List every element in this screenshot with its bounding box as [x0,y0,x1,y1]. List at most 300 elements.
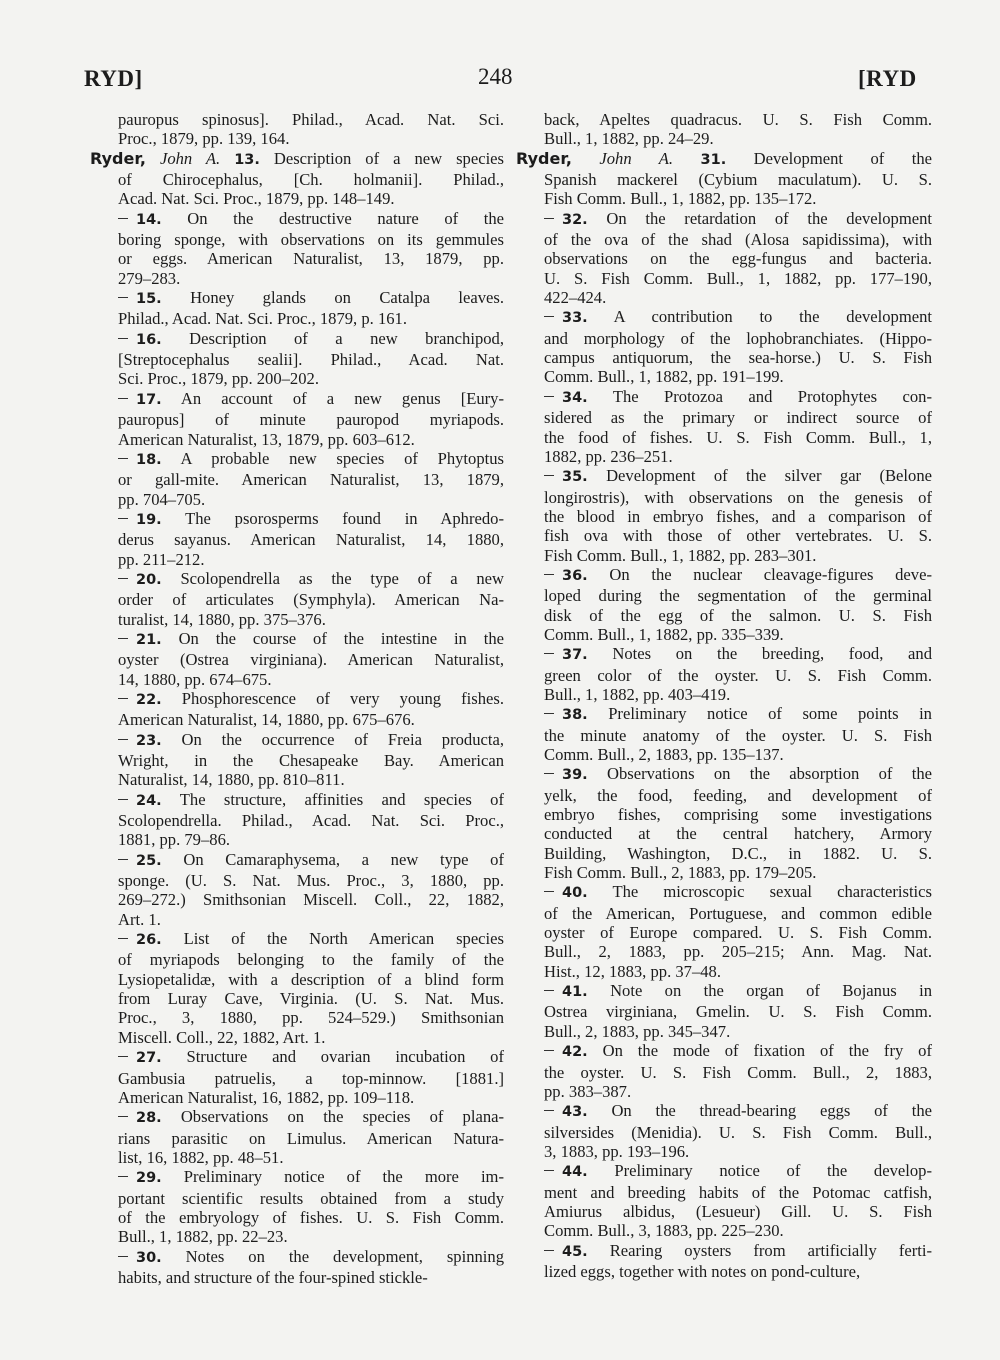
ditto-dash [118,739,128,740]
entry-line [118,1107,504,1128]
entry-text: conducted at the central hatchery, Armory [544,824,932,844]
entry-line [118,1028,504,1047]
entry-line [118,230,504,249]
entry-text: U. S. Fish Comm. Bull., 1, 1882, pp. 177–190, [544,268,932,288]
entry-text: Scolopendrella. Philad., Acad. Nat. Sci. Proc., [118,811,504,831]
entry-text: Bull., 1, 1882, pp. 22–23. [118,1227,288,1247]
entry-line [544,1123,932,1142]
bibliography-entry [114,1047,504,1107]
bibliography-entry [540,981,932,1041]
ditto-dash [544,574,554,575]
entry-text: On the course of the intestine in the [178,628,504,648]
bibliography-entry [114,790,504,850]
entry-line [544,249,932,268]
entry-text: Bull., 1, 1882, pp. 403–419. [544,684,731,704]
bibliography-entry [540,1101,932,1161]
entry-line [544,764,932,785]
entry-text: Preliminary notice of the more im- [183,1167,504,1187]
entry-number: 43. [562,1104,588,1121]
entry-text: Philad., Acad. Nat. Sci. Proc., 1879, p. 161. [118,309,407,329]
entry-text: boring sponge, with observations on its gemmules [118,230,504,250]
entry-line [544,348,932,367]
entry-number: 41. [562,984,588,1001]
entry-line [544,428,932,447]
bibliography-entry [114,929,504,1047]
entry-line [544,307,932,328]
entry-line [544,824,932,843]
entry-line [544,387,932,408]
entry-line [118,1047,504,1068]
entry-text: Comm. Bull., 3, 1883, pp. 225–230. [544,1221,784,1241]
entry-text: On the destructive nature of the [187,208,504,228]
entry-line [118,1268,504,1287]
entry-line [118,530,504,549]
entry-line [118,550,504,569]
entry-text: ment and breeding habits of the Potomac catfish, [544,1182,932,1202]
ditto-dash [544,990,554,991]
entry-line [118,1088,504,1107]
entry-text: Art. 1. [118,909,161,929]
ditto-dash [544,316,554,317]
entry-line [118,850,504,871]
bibliography-entry [540,1161,932,1240]
bibliography-entry [540,764,932,882]
entry-line [118,1148,504,1167]
entry-line [544,466,932,487]
entry-number: 20. [136,571,162,588]
entry-number: 44. [562,1164,588,1181]
entry-line [118,1189,504,1208]
entry-line [118,610,504,629]
entry-text: Hist., 12, 1883, pp. 37–48. [544,961,722,981]
entry-text: 279–283. [118,268,181,288]
entry-text: pauropus] of minute pauropod myriapods. [118,410,504,430]
entry-text: Fish Comm. Bull., 1, 1882, pp. 283–301. [544,545,817,565]
entry-line [544,1241,932,1262]
entry-text: American Naturalist, 14, 1880, pp. 675–676. [118,710,415,730]
entry-text: Miscell. Coll., 22, 1882, Art. 1. [118,1027,326,1047]
entry-text: Description of a new species [273,148,504,168]
bibliography-entry [114,689,504,730]
entry-line [118,730,504,751]
ditto-dash [544,475,554,476]
entry-line [544,189,932,208]
entry-line [118,189,504,208]
entry-text: The microscopic sexual characteristics [612,882,932,902]
entry-text: Phosphorescence of very young fishes. [181,688,504,708]
entry-line [544,606,932,625]
entry-text: An account of a new genus [Eury- [180,388,504,408]
entry-line [118,871,504,890]
entry-line [118,811,504,830]
entry-text: On the thread-bearing eggs of the [611,1101,932,1121]
entry-text: of myriapods belonging to the family of the [118,950,504,970]
entry-text: green color of the oyster. U. S. Fish Comm. [544,665,932,685]
entry-line [118,950,504,969]
bibliography-entry [114,389,504,449]
entry-line [544,1142,932,1161]
ditto-dash [118,1176,128,1177]
entry-text: Notes on the development, spinning [185,1246,504,1266]
entry-text: The Protozoa and Protophytes con- [612,386,932,406]
entry-line [118,389,504,410]
entry-text: fish ova with those of other vertebrates. U. S. [544,526,932,546]
entry-line [118,170,504,189]
entry-text: Bull., 2, 1883, pp. 345–347. [544,1021,731,1041]
entry-line [118,590,504,609]
entry-line [544,1022,932,1041]
bibliography-entry [540,209,932,308]
entry-text: of Chirocephalus, [Ch. holmanii]. Philad., [118,170,504,190]
entry-text: 269–272.) Smithsonian Miscell. Coll., 22, 1882, [118,890,504,910]
entry-number: 36. [562,567,588,584]
entry-line [118,288,504,309]
entry-text: 1881, pp. 79–86. [118,830,231,850]
entry-number: 30. [136,1249,162,1266]
entry-line [544,1262,932,1281]
entry-number: 14. [136,211,162,228]
entry-text: 422–424. [544,288,607,308]
entry-text: Honey glands on Catalpa leaves. [190,288,504,308]
entry-line [118,790,504,811]
entry-line [544,644,932,665]
entry-line [118,329,504,350]
entry-text: 14, 1880, pp. 674–675. [118,669,272,689]
entry-text: loped during the segmentation of the germinal [544,586,932,606]
entry-line [544,844,932,863]
entry-line [544,923,932,942]
entry-line [544,962,932,981]
entry-line [544,666,932,685]
entry-line [544,1101,932,1122]
entry-text: Spanish mackerel (Cybium maculatum). U. S. [544,170,932,190]
entry-line [118,369,504,388]
bibliography-entry [114,569,504,629]
entry-text: The structure, affinities and species of [179,789,504,809]
entry-text: Fish Comm. Bull., 2, 1883, pp. 179–205. [544,863,817,883]
ditto-dash [118,1116,128,1117]
ditto-dash [544,773,554,774]
entry-number: 15. [136,291,162,308]
ditto-dash [544,891,554,892]
entry-line [118,410,504,429]
entry-text: Observations on the absorption of the [606,764,932,784]
right-column [516,110,932,1281]
entry-line [544,329,932,348]
entry-number: 45. [562,1243,588,1260]
entry-line [544,726,932,745]
entry-text: Structure and ovarian incubation of [186,1047,504,1067]
ditto-dash [544,713,554,714]
entry-line [90,149,504,170]
entry-line [118,970,504,989]
entry-text: 3, 1883, pp. 193–196. [544,1141,690,1161]
bibliography-entry [516,148,932,209]
entry-text: of the ova of the shad (Alosa sapidissima), with [544,230,932,250]
entry-number: 27. [136,1050,162,1067]
bibliography-entry [114,288,504,329]
entry-line [544,1082,932,1101]
author-name: Ryder, [90,148,146,168]
entry-line [118,1227,504,1246]
entry-line [118,569,504,590]
entry-text: 1882, pp. 236–251. [544,446,673,466]
entry-line [544,586,932,605]
entry-line [118,449,504,470]
ditto-dash [118,638,128,639]
bibliography-entry [540,466,932,565]
author-given-name: John A. [159,148,221,168]
entry-text: pp. 383–387. [544,1081,632,1101]
ditto-dash [118,398,128,399]
entry-line [118,830,504,849]
entry-text: of the embryology of fishes. U. S. Fish Comm. [118,1207,504,1227]
entry-text: Ostrea virginiana, Gmelin. U. S. Fish Comm. [544,1002,932,1022]
entry-text: embryo fishes, comprising some investigations [544,805,932,825]
entry-text: Lysiopetalidæ, with a description of a blind form [118,969,504,989]
bibliography-entry [540,704,932,764]
entry-line [118,689,504,710]
entry-line [118,670,504,689]
entry-line [544,904,932,923]
ditto-dash [118,218,128,219]
entry-text: On the retardation of the development [606,208,932,228]
entry-line [118,509,504,530]
entry-number: 26. [136,932,162,949]
entry-line [544,1041,932,1062]
entry-text: Comm. Bull., 1, 1882, pp. 191–199. [544,367,784,387]
entry-line [544,408,932,427]
ditto-dash [118,698,128,699]
bibliography-entry [114,110,504,149]
ditto-dash [118,338,128,339]
entry-number: 31. [700,151,727,168]
author-given-name: John A. [599,148,674,168]
bibliography-entry [114,1167,504,1246]
ditto-dash [544,1050,554,1051]
entry-line [118,929,504,950]
entry-text: On the mode of fixation of the fry of [602,1041,932,1061]
bibliography-entry [114,449,504,509]
bibliography-entry [540,882,932,981]
ditto-dash [544,1250,554,1251]
entry-text: disk of the egg of the salmon. U. S. Fish [544,605,932,625]
entry-line [544,546,932,565]
entry-line [544,786,932,805]
entry-text: Development of the silver gar (Belone [606,466,932,486]
entry-text: oyster of Europe compared. U. S. Fish Comm. [544,923,932,943]
entry-text: the food of fishes. U. S. Fish Comm. Bull., 1, [544,427,932,447]
entry-line [544,209,932,230]
ditto-dash [118,1056,128,1057]
entry-text: order of articulates (Symphyla). American Na- [118,590,504,610]
entry-number: 35. [562,469,588,486]
entry-line [516,149,932,170]
running-head-left: RYD] [84,66,143,91]
entry-text: Development of the [753,148,932,168]
left-column [90,110,504,1287]
running-head-right: [RYD [858,66,917,91]
entry-text: A probable new species of Phytoptus [180,448,504,468]
entry-line [544,863,932,882]
entry-text: Wright, in the Chesapeake Bay. American [118,751,504,770]
entry-line [118,650,504,669]
entry-number: 17. [136,391,162,408]
entry-text: the minute anatomy of the oyster. U. S. Fish [544,725,932,745]
entry-line [544,110,932,129]
bibliography-entry [114,730,504,790]
entry-line [118,1008,504,1027]
entry-number: 28. [136,1110,162,1127]
entry-number: 34. [562,389,588,406]
entry-text: silversides (Menidia). U. S. Fish Comm. Bull., [544,1122,932,1142]
entry-text: Proc., 1879, pp. 139, 164. [118,129,290,149]
entry-line [118,110,504,129]
bibliography-entry [90,148,504,209]
bibliography-entry [540,1241,932,1282]
entry-number: 33. [562,310,588,327]
entry-number: 42. [562,1044,588,1061]
ditto-dash [118,297,128,298]
entry-text: Proc., 3, 1880, pp. 524–529.) Smithsonian [118,1008,504,1028]
bibliography-entry [114,209,504,288]
entry-text: Bull., 1, 1882, pp. 24–29. [544,129,714,149]
entry-text: observations on the egg-fungus and bacteria. [544,249,932,269]
entry-line [118,770,504,789]
entry-text: Scolopendrella as the type of a new [180,568,504,588]
bibliography-entry [540,565,932,644]
entry-line [118,129,504,148]
entry-number: 39. [562,767,588,784]
entry-line [118,890,504,909]
entry-line [118,989,504,1008]
ditto-dash [118,518,128,519]
entry-text: lized eggs, together with notes on pond-culture, [544,1261,861,1281]
entry-text: A contribution to the development [613,307,932,327]
ditto-dash [118,799,128,800]
entry-text: the oyster. U. S. Fish Comm. Bull., 2, 1883, [544,1062,932,1082]
entry-line [544,129,932,148]
entry-number: 23. [136,732,162,749]
entry-line [118,1247,504,1268]
entry-line [118,309,504,328]
entry-line [544,1183,932,1202]
entry-text: campus antiquorum, the sea-horse.) U. S. Fish [544,348,932,368]
ditto-dash [544,396,554,397]
entry-text: turalist, 14, 1880, pp. 375–376. [118,609,326,629]
entry-text: Description of a new branchipod, [189,328,504,348]
entry-text: Gambusia patruelis, a top-minnow. [1881.] [118,1068,504,1088]
entry-number: 25. [136,852,162,869]
entry-text: sponge. (U. S. Nat. Mus. Proc., 3, 1880, pp. [118,871,504,891]
entry-line [118,1167,504,1188]
entry-text: Naturalist, 14, 1880, pp. 810–811. [118,770,345,790]
entry-line [118,350,504,369]
entry-text: pp. 704–705. [118,489,206,509]
entry-line [544,269,932,288]
bibliography-entry [540,307,932,386]
entry-text: Preliminary notice of the develop- [614,1161,932,1181]
entry-line [118,1069,504,1088]
entry-text: On the nuclear cleavage-figures deve- [609,564,932,584]
bibliography-entry [540,644,932,704]
entry-text: derus sayanus. American Naturalist, 14, 1880, [118,530,504,550]
bibliography-entry [114,629,504,689]
entry-text: sidered as the primary or indirect source of [544,408,932,428]
entry-text: the blood in embryo fishes, and a comparison of [544,506,932,526]
entry-line [544,685,932,704]
author-name: Ryder, [516,148,572,168]
entry-line [118,470,504,489]
entry-line [544,526,932,545]
entry-text: or eggs. American Naturalist, 13, 1879, pp. [118,249,504,269]
entry-line [544,1063,932,1082]
ditto-dash [118,1256,128,1257]
entry-text: Preliminary notice of some points in [608,704,932,724]
entry-line [544,288,932,307]
entry-line [118,490,504,509]
page-number: 248 [478,64,513,89]
entry-text: Comm. Bull., 1, 1882, pp. 335–339. [544,624,784,644]
entry-line [118,910,504,929]
entry-line [544,170,932,189]
ditto-dash [118,578,128,579]
entry-line [544,745,932,764]
entry-number: 38. [562,707,588,724]
entry-text: American Naturalist, 16, 1882, pp. 109–118. [118,1087,415,1107]
entry-text: portant scientific results obtained from a study [118,1188,504,1208]
entry-text: list, 16, 1882, pp. 48–51. [118,1147,284,1167]
ditto-dash [544,1170,554,1171]
entry-text: and morphology of the lophobranchiates. (Hippo- [544,328,932,348]
entry-line [544,565,932,586]
entry-text: Acad. Nat. Sci. Proc., 1879, pp. 148–149. [118,189,395,209]
entry-text: List of the North American species [183,929,504,949]
ditto-dash [118,938,128,939]
entry-line [544,625,932,644]
entry-line [544,230,932,249]
entry-number: 16. [136,331,162,348]
entry-text: Sci. Proc., 1879, pp. 200–202. [118,369,319,389]
entry-line [118,249,504,268]
bibliography-entry [540,387,932,466]
entry-line [544,1202,932,1221]
entry-line [544,981,932,1002]
entry-text: from Luray Cave, Virginia. (U. S. Nat. Mus. [118,989,504,1009]
ditto-dash [544,1110,554,1111]
entry-text: Comm. Bull., 2, 1883, pp. 135–137. [544,745,784,764]
entry-number: 21. [136,631,162,648]
entry-line [544,507,932,526]
entry-line [544,882,932,903]
entry-text: Notes on the breeding, food, and [612,644,932,664]
bibliography-entry [114,329,504,389]
entry-text: Observations on the species of plana- [180,1107,504,1127]
entry-text: of the American, Portuguese, and common edible [544,903,932,923]
entry-text: rians parasitic on Limulus. American Natura- [118,1128,504,1148]
bibliography-entry [540,110,932,149]
entry-text: On Camaraphysema, a new type of [183,849,504,869]
entry-line [544,1221,932,1240]
entry-text: pauropus spinosus]. Philad., Acad. Nat. Sci. [118,110,504,129]
entry-text: pp. 211–212. [118,549,205,569]
entry-text: The psorosperms found in Aphredo- [185,508,504,528]
entry-line [118,629,504,650]
entry-text: Rearing oysters from artificially ferti- [609,1240,932,1260]
entry-line [118,751,504,770]
ditto-dash [544,218,554,219]
entry-text: American Naturalist, 13, 1879, pp. 603–612. [118,429,415,449]
